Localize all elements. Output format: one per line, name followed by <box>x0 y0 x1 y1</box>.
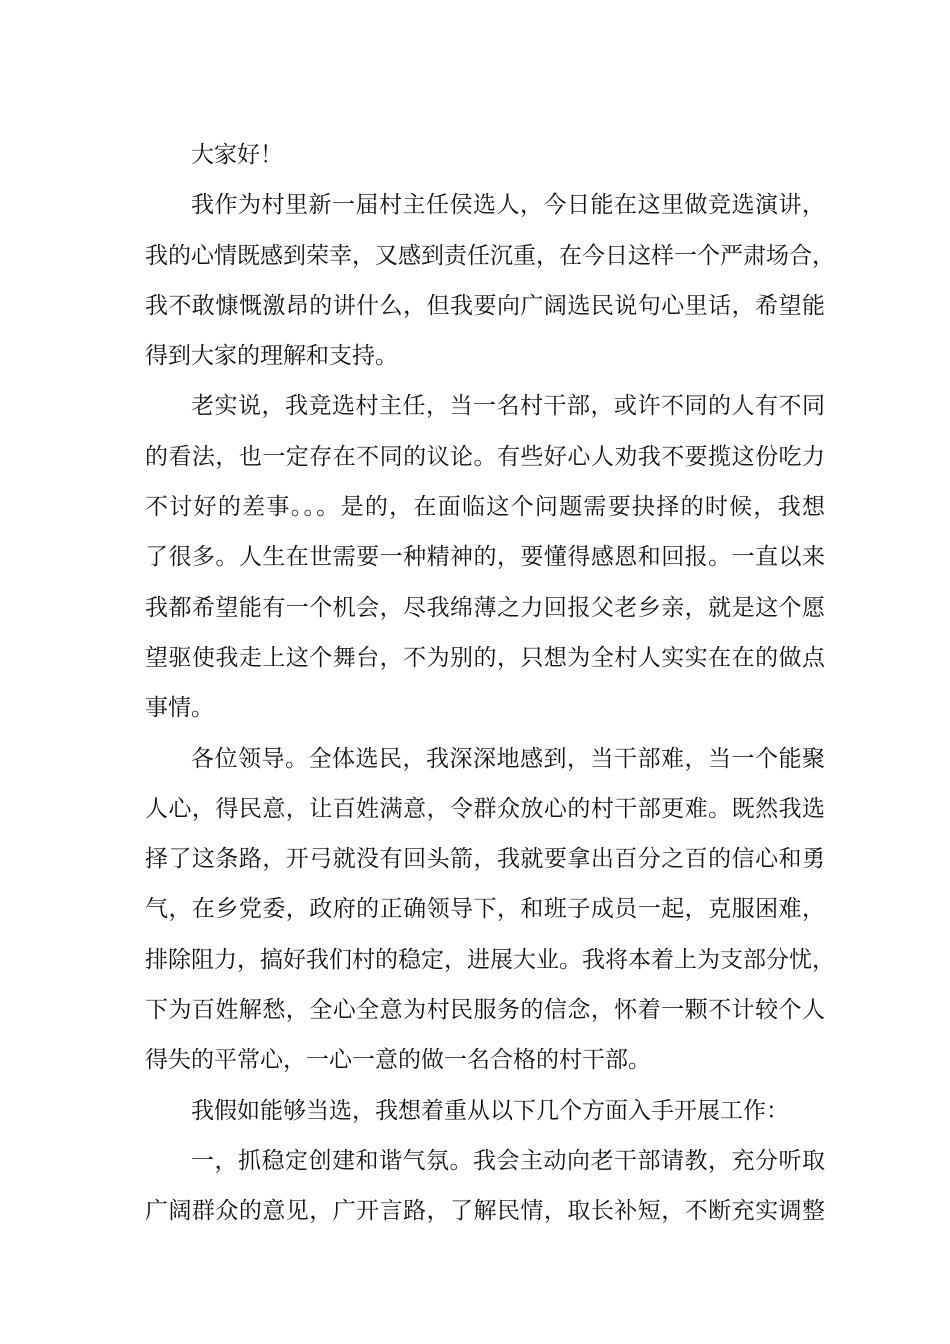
paragraph-line: 得到大家的理解和支持。 <box>145 343 398 370</box>
paragraph-line: 排除阻力，搞好我们村的稳定，进展大业。我将本着上为支部分忧， <box>145 946 835 973</box>
paragraph-line: 我都希望能有一个机会，尽我绵薄之力回报父老乡亲，就是这个愿 <box>145 594 825 621</box>
paragraph-line: 人心，得民意，让百姓满意，令群众放心的村干部更难。既然我选 <box>145 795 825 822</box>
speech-text <box>145 130 835 1237</box>
paragraph-line: 我的心情既感到荣幸，又感到责任沉重，在今日这样一个严肃场合， <box>145 242 835 269</box>
paragraph-line: 我作为村里新一届村主任侯选人，今日能在这里做竞选演讲， <box>191 192 825 219</box>
paragraph-line: 各位领导。全体选民，我深深地感到，当干部难，当一个能聚 <box>191 745 825 772</box>
paragraph-line: 的看法，也一定存在不同的议论。有些好心人劝我不要揽这份吃力 <box>145 443 825 470</box>
greeting-line: 大家好！ <box>191 142 283 168</box>
paragraph-line: 老实说，我竞选村主任，当一名村干部，或许不同的人有不同 <box>191 393 825 420</box>
paragraph-line: 不讨好的差事。。。是的，在面临这个问题需要抉择的时候，我想 <box>145 494 825 521</box>
paragraph-line: 气，在乡党委，政府的正确领导下，和班子成员一起，克服困难， <box>145 896 825 923</box>
paragraph-line: 择了这条路，开弓就没有回头箭，我就要拿出百分之百的信心和勇 <box>145 846 825 873</box>
paragraph-line: 我不敢慷慨激昂的讲什么，但我要向广阔选民说句心里话，希望能 <box>145 292 825 319</box>
paragraph-line: 广阔群众的意见，广开言路，了解民情，取长补短，不断充实调整 <box>145 1198 825 1225</box>
paragraph-line: 望驱使我走上这个舞台，不为别的，只想为全村人实实在在的做点 <box>145 644 825 671</box>
paragraph-line: 一，抓稳定创建和谐气氛。我会主动向老干部请教，充分听取 <box>191 1147 825 1174</box>
paragraph-line: 事情。 <box>145 695 214 722</box>
paragraph-line: 了很多。人生在世需要一种精神的，要懂得感恩和回报。一直以来 <box>145 544 825 571</box>
paragraph-line: 得失的平常心，一心一意的做一名合格的村干部。 <box>145 1047 651 1074</box>
paragraph-line: 我假如能够当选，我想着重从以下几个方面入手开展工作： <box>191 1097 789 1124</box>
paragraph-line: 下为百姓解愁，全心全意为村民服务的信念，怀着一颗不计较个人 <box>145 997 825 1024</box>
